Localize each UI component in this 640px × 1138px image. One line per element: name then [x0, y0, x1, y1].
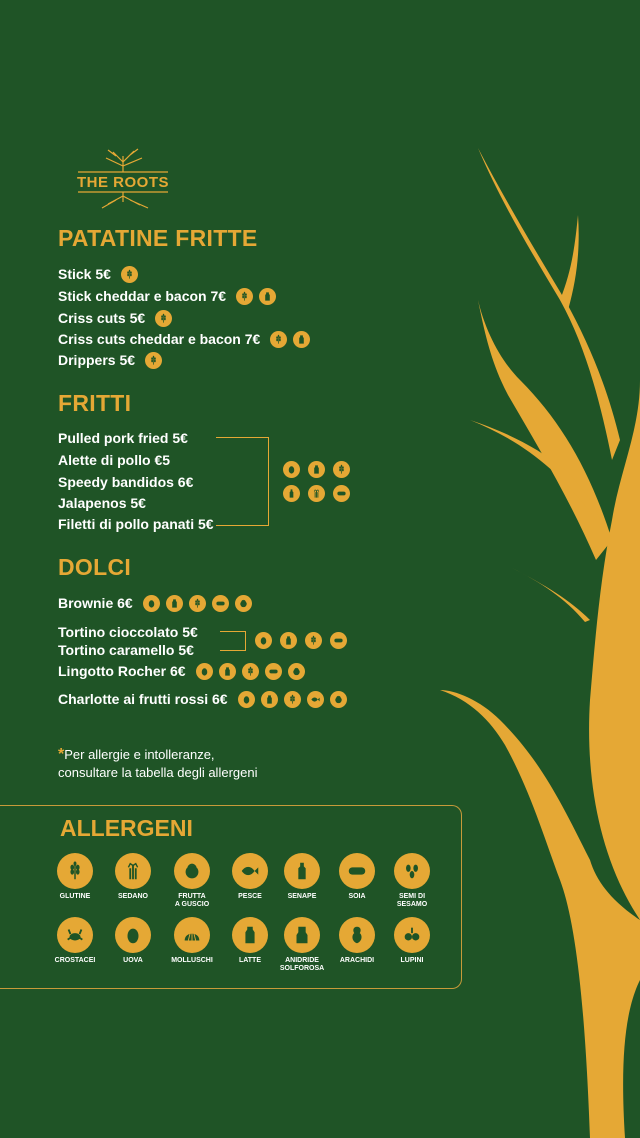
menu-item-label: Tortino caramello 5€ — [58, 642, 194, 658]
allergen-label: UOVA — [123, 957, 143, 964]
soy-icon — [339, 853, 375, 889]
milk-icon — [261, 691, 278, 708]
tortino-allergen-icons — [255, 632, 347, 649]
menu-item-label: Jalapenos 5€ — [58, 495, 146, 511]
egg-icon — [196, 663, 213, 680]
wheat-icon — [57, 853, 93, 889]
menu-item-label: Stick cheddar e bacon 7€ — [58, 288, 227, 304]
patatine-item — [58, 308, 172, 328]
allergen-label: MOLLUSCHI — [171, 957, 213, 964]
allergen-nuts — [162, 853, 222, 909]
menu-item-label: Criss cuts cheddar e bacon 7€ — [58, 331, 261, 347]
peanut-icon — [339, 917, 375, 953]
crab-icon — [57, 917, 93, 953]
allergen-label: FRUTTA A GUSCIO — [174, 893, 210, 908]
milk-icon — [280, 632, 297, 649]
celery-icon — [115, 853, 151, 889]
patatine-item — [58, 286, 276, 306]
dolci-item — [58, 661, 305, 681]
patatine-item — [58, 329, 310, 349]
allergen-label: LUPINI — [400, 957, 424, 964]
wheat-icon — [305, 632, 322, 649]
logo-text: THE ROOTS — [76, 174, 169, 191]
celery-icon — [308, 485, 325, 502]
allergen-egg — [103, 917, 163, 965]
milk-icon — [259, 288, 276, 305]
allergen-soy — [327, 853, 387, 901]
note-asterisk: * — [58, 746, 65, 763]
milk-icon — [219, 663, 236, 680]
menu-item-label: Pulled pork fried 5€ — [58, 430, 188, 446]
egg-icon — [115, 917, 151, 953]
allergen-celery — [103, 853, 163, 901]
egg-icon — [255, 632, 272, 649]
fritti-item — [58, 472, 197, 492]
menu-item-label: Criss cuts 5€ — [58, 310, 146, 326]
note-line2-pre: consultare la — [58, 765, 136, 780]
allergen-label: CROSTACEI — [54, 957, 96, 964]
menu-item-label: Brownie 6€ — [58, 595, 133, 611]
logo — [58, 148, 188, 210]
allergen-label: PESCE — [238, 893, 262, 900]
allergen-peanut — [327, 917, 387, 965]
allergen-title: ALLERGENI — [60, 815, 193, 841]
wheat-icon — [145, 352, 162, 369]
soy-icon — [212, 595, 229, 612]
allergen-label: SEMI DI SESAMO — [396, 893, 428, 908]
milk-icon — [293, 331, 310, 348]
egg-icon — [238, 691, 255, 708]
dolci-item — [58, 622, 202, 642]
note-line2-link: tabella degli allergeni — [135, 765, 258, 780]
allergen-label: ANIDRIDE SOLFOROSA — [279, 957, 325, 972]
shell-icon — [174, 917, 210, 953]
nuts-icon — [288, 663, 305, 680]
note-line1: Per allergie e intolleranze, — [64, 747, 215, 762]
allergen-shell — [162, 917, 222, 965]
milk-icon — [308, 461, 325, 478]
menu-item-label: Alette di pollo €5 — [58, 452, 171, 468]
sesame-icon — [394, 853, 430, 889]
nuts-icon — [235, 595, 252, 612]
menu-item-label: Drippers 5€ — [58, 352, 136, 368]
section-title-fritti: FRITTI — [58, 390, 132, 416]
menu-item-label: Speedy bandidos 6€ — [58, 474, 194, 490]
milk-icon — [166, 595, 183, 612]
section-title-dolci: DOLCI — [58, 554, 132, 580]
fritti-allergen-icons — [283, 461, 350, 502]
fish-icon — [307, 691, 324, 708]
allergen-fish — [220, 853, 280, 901]
fritti-item — [58, 493, 150, 513]
dolci-item — [58, 593, 252, 613]
wheat-icon — [270, 331, 287, 348]
allergen-wheat — [45, 853, 105, 901]
milk-icon — [232, 917, 268, 953]
wheat-icon — [333, 461, 350, 478]
allergen-label: SOIA — [348, 893, 366, 900]
patatine-item — [58, 264, 138, 284]
fritti-bracket — [216, 437, 269, 526]
menu-item-label: Lingotto Rocher 6€ — [58, 663, 186, 679]
egg-icon — [143, 595, 160, 612]
nuts-icon — [330, 691, 347, 708]
wheat-icon — [121, 266, 138, 283]
fish-icon — [232, 853, 268, 889]
fritti-item — [58, 450, 174, 470]
mustard-icon — [283, 485, 300, 502]
allergen-label: ARACHIDI — [339, 957, 375, 964]
allergen-label: GLUTINE — [59, 893, 91, 900]
sulphite-icon — [284, 917, 320, 953]
allergen-mustard — [272, 853, 332, 901]
fritti-item — [58, 428, 192, 448]
menu-item-label: Filetti di pollo panati 5€ — [58, 516, 214, 532]
patatine-item — [58, 350, 162, 370]
tortino-bracket — [220, 631, 246, 651]
allergy-note — [58, 746, 257, 782]
wheat-icon — [155, 310, 172, 327]
section-title-patatine: PATATINE FRITTE — [58, 225, 258, 251]
allergen-lupin — [382, 917, 442, 965]
allergen-label: LATTE — [238, 957, 262, 964]
menu-item-label: Tortino cioccolato 5€ — [58, 624, 198, 640]
dolci-item — [58, 689, 347, 709]
dolci-item — [58, 640, 198, 660]
allergen-label: SENAPE — [287, 893, 317, 900]
lupin-icon — [394, 917, 430, 953]
wheat-icon — [189, 595, 206, 612]
menu-item-label: Stick 5€ — [58, 266, 111, 282]
allergen-milk — [220, 917, 280, 965]
wheat-icon — [236, 288, 253, 305]
wheat-icon — [284, 691, 301, 708]
wheat-icon — [242, 663, 259, 680]
egg-icon — [283, 461, 300, 478]
allergen-sesame — [382, 853, 442, 909]
nuts-icon — [174, 853, 210, 889]
allergen-label: SEDANO — [118, 893, 148, 900]
fritti-item — [58, 514, 218, 534]
soy-icon — [265, 663, 282, 680]
soy-icon — [330, 632, 347, 649]
mustard-icon — [284, 853, 320, 889]
allergen-crab — [45, 917, 105, 965]
soy-icon — [333, 485, 350, 502]
menu-item-label: Charlotte ai frutti rossi 6€ — [58, 691, 228, 707]
allergen-sulphite — [272, 917, 332, 973]
